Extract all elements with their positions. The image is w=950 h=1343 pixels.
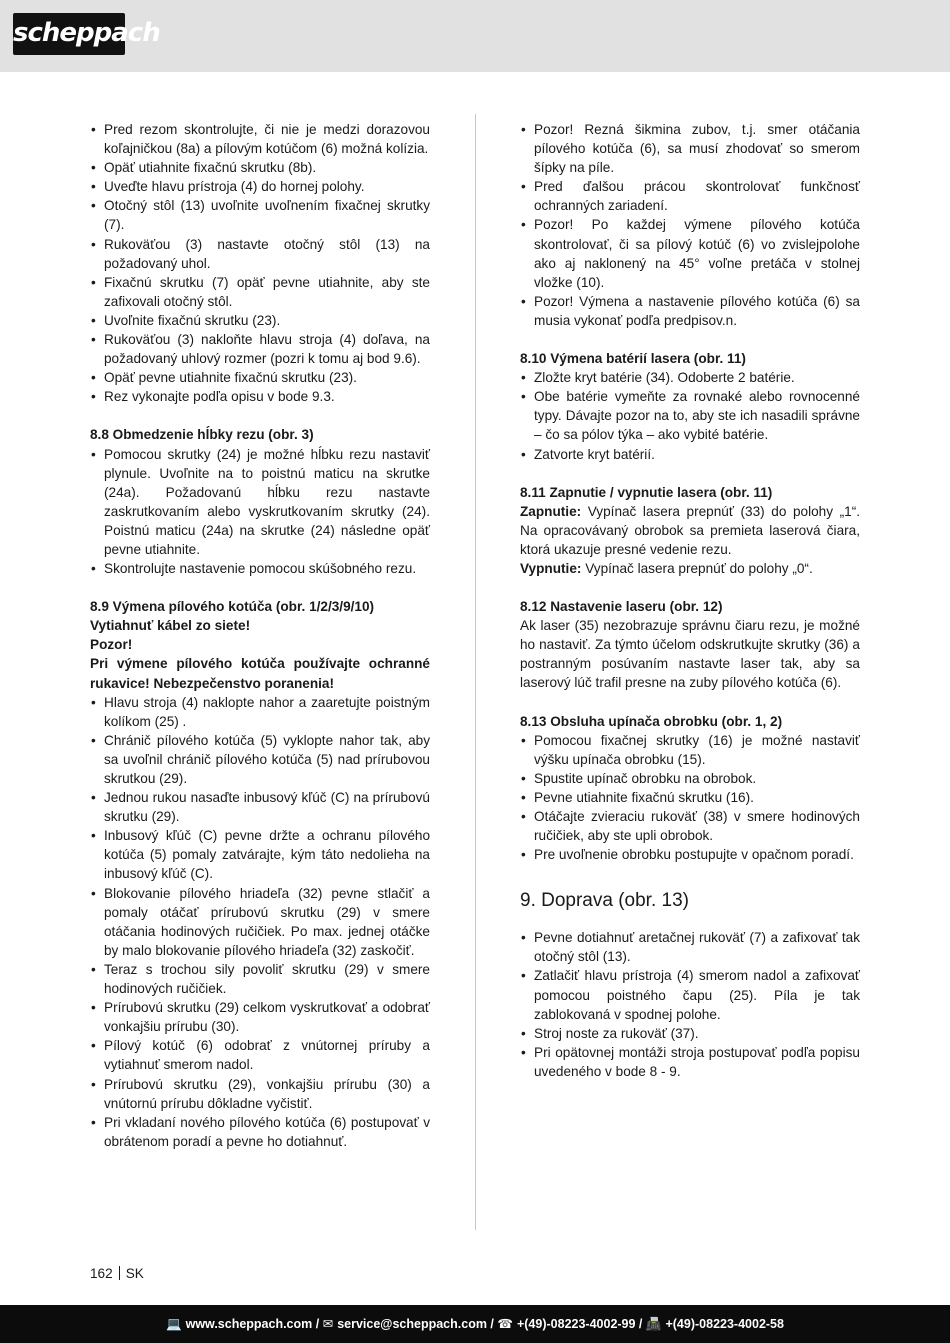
page-header bbox=[0, 0, 950, 72]
list-item: • Zatvorte kryt batérií. bbox=[520, 445, 860, 464]
list-item: • Pozor! Po každej výmene pílového kotúča skontrolovať, či sa pílový kotúč (6) vo zvislejpolohe ako aj naklonený na 45° voľne pretáča v stolnej vložke (10). bbox=[520, 215, 860, 291]
list-item: • Rez vykonajte podľa opisu v bode 9.3. bbox=[90, 387, 430, 406]
section-8-11 bbox=[520, 483, 860, 578]
list-item: • Rukoväťou (3) nakloňte hlavu stroja (4) doľava, na požadovaný uhlový rozmer (pozri k tomu aj bod 9.6). bbox=[90, 330, 430, 368]
list-item: • Pred rezom skontrolujte, či nie je medzi dorazovou koľajničkou (8a) a pílovým kotúčom (6) možná kolízia. bbox=[90, 120, 430, 158]
section-8-12-text: Ak laser (35) nezobrazuje správnu čiaru rezu, je možné ho nastaviť. Za týmto účelom odskrutkujte skrutky (36) a postranným posúvaním nastavte laser tak, aby sa laserový lúč trafil presne na zuby pílového kotúča (6). bbox=[520, 618, 860, 691]
list-item: • Zatlačiť hlavu prístroja (4) smerom nadol a zafixovať pomocou poistného čapu (25). Píla je tak zablokovaná v spodnej polohe. bbox=[520, 966, 860, 1023]
section-8-10 bbox=[520, 349, 860, 464]
list-item: • Inbusový kľúč (C) pevne držte a ochranu pílového kotúča (5) pomaly zatvárajte, kým táto nedolieha na inbusový kľúč (C). bbox=[90, 826, 430, 883]
list-item: • Blokovanie pílového hriadeľa (32) pevne stlačiť a pomaly otáčať prírubovú skrutku (29) v smere otáčania hodinových ručičiek. Po max. jednej otáčke by malo blokovanie pílového hriadeľa (32) zaskočiť. bbox=[90, 884, 430, 960]
computer-icon: 💻 bbox=[166, 1317, 182, 1331]
phone-icon: ☎ bbox=[497, 1317, 513, 1331]
list-item: • Pri opätovnej montáži stroja postupovať podľa popisu uvedeného v bode 8 - 9. bbox=[520, 1043, 860, 1081]
list-item: • Hlavu stroja (4) naklopte nahor a zaaretujte poistným kolíkom (25) . bbox=[90, 693, 430, 731]
list-item: • Opäť pevne utiahnite fixačnú skrutku (23). bbox=[90, 368, 430, 387]
section-8-9-list bbox=[90, 693, 430, 1151]
list-item: • Pomocou skrutky (24) je možné hĺbku rezu nastaviť plynule. Uvoľnite na to poistnú maticu na skrutke (24a). Požadovanú hĺbku rezu nastavte zaskrutkovaním alebo vyskrutkovaním skrutky (24). Poistnú maticu (24a) na skrutke (24) následne opäť pevne utiahnite. bbox=[90, 445, 430, 560]
section-heading: 8.8 Obmedzenie hĺbky rezu (obr. 3) bbox=[90, 427, 314, 443]
fax-icon: 📠 bbox=[645, 1317, 662, 1331]
list-item: • Uvoľnite fixačnú skrutku (23). bbox=[90, 311, 430, 330]
laser-on-text: Vypínač lasera prepnúť (33) do polohy „1“. Na opracovávaný obrobok sa premieta laserová čiara, ktorá ukazuje presné vedenie rezu. bbox=[520, 503, 860, 557]
list-item: • Pri vkladaní nového pílového kotúča (6) postupovať v obrátenom poradí a pevne ho dotiahnuť. bbox=[90, 1113, 430, 1151]
page-number-separator bbox=[119, 1266, 120, 1280]
list-item: • Teraz s trochou sily povoliť skrutku (29) v smere hodinových ručičiek. bbox=[90, 960, 430, 998]
section-9-list bbox=[520, 928, 860, 1081]
laser-on-paragraph bbox=[520, 502, 860, 559]
section-9 bbox=[520, 888, 860, 1081]
list-item: • Pozor! Rezná šikmina zubov, t.j. smer otáčania pílového kotúča (6), sa musí zhodovať so smerom šípky na píle. bbox=[520, 120, 860, 177]
list-item: • Prírubovú skrutku (29) celkom vyskrutkovať a odobrať vonkajšiu prírubu (30). bbox=[90, 998, 430, 1036]
footer-fax: +(49)-08223-4002-58 bbox=[665, 1317, 784, 1331]
list-item: • Rukoväťou (3) nastavte otočný stôl (13) na požadovaný uhol. bbox=[90, 235, 430, 273]
list-item: • Pomocou fixačnej skrutky (16) je možné nastaviť výšku upínača obrobku (15). bbox=[520, 731, 860, 769]
chapter-heading: 9. Doprava (obr. 13) bbox=[520, 890, 689, 912]
section-8-13-list bbox=[520, 731, 860, 865]
left-column bbox=[90, 120, 430, 1151]
intro-list-right bbox=[520, 120, 860, 330]
section-heading: 8.10 Výmena batérií lasera (obr. 11) bbox=[520, 351, 746, 367]
list-item: • Pevne dotiahnuť aretačnej rukoväť (7) a zafixovať tak otočný stôl (13). bbox=[520, 928, 860, 966]
list-item: • Skontrolujte nastavenie pomocou skúšobného rezu. bbox=[90, 559, 430, 578]
section-8-8-list bbox=[90, 445, 430, 579]
right-column bbox=[520, 120, 860, 1081]
section-heading: 8.11 Zapnutie / vypnutie lasera (obr. 11) bbox=[520, 484, 773, 500]
warning-unplug: Vytiahnuť kábel zo siete! bbox=[90, 618, 251, 634]
footer-email[interactable]: service@scheppach.com / bbox=[337, 1317, 494, 1331]
list-item: • Prírubovú skrutku (29), vonkajšiu prírubu (30) a vnútornú prírubu dôkladne vyčistiť. bbox=[90, 1075, 430, 1113]
section-heading: 8.12 Nastavenie laseru (obr. 12) bbox=[520, 599, 723, 615]
mail-icon: ✉ bbox=[322, 1317, 334, 1331]
list-item: • Pred ďalšou prácou skontrolovať funkčnosť ochranných zariadení. bbox=[520, 177, 860, 215]
list-item: • Spustite upínač obrobku na obrobok. bbox=[520, 769, 860, 788]
footer-website[interactable]: www.scheppach.com / bbox=[185, 1317, 320, 1331]
laser-off-label: Vypnutie: bbox=[520, 560, 582, 576]
column-divider bbox=[475, 114, 476, 1230]
page-number bbox=[90, 1266, 144, 1281]
list-item: • Opäť utiahnite fixačnú skrutku (8b). bbox=[90, 158, 430, 177]
page-language: SK bbox=[125, 1266, 144, 1281]
list-item: • Uveďte hlavu prístroja (4) do hornej polohy. bbox=[90, 177, 430, 196]
list-item: • Jednou rukou nasaďte inbusový kľúč (C) na prírubovú skrutku (29). bbox=[90, 788, 430, 826]
footer-phone: +(49)-08223-4002-99 / bbox=[516, 1317, 643, 1331]
laser-off-text: Vypínač lasera prepnúť do polohy „0“. bbox=[581, 560, 813, 576]
list-item: • Obe batérie vymeňte za rovnaké alebo rovnocenné typy. Dávajte pozor na to, aby ste ich nasadili správne – čo sa pólov týka – ako vybité batérie. bbox=[520, 387, 860, 444]
section-8-8 bbox=[90, 425, 430, 578]
warning-gloves: Pri výmene pílového kotúča používajte ochranné rukavice! Nebezpečenstvo poranenia! bbox=[90, 656, 430, 691]
intro-list-left bbox=[90, 120, 430, 406]
list-item: • Zložte kryt batérie (34). Odoberte 2 batérie. bbox=[520, 368, 860, 387]
list-item: • Pozor! Výmena a nastavenie pílového kotúča (6) sa musia vykonať podľa predpisov.n. bbox=[520, 292, 860, 330]
brand-logo: scheppach bbox=[13, 13, 125, 55]
laser-off-paragraph bbox=[520, 559, 860, 578]
list-item: • Fixačnú skrutku (7) opäť pevne utiahnite, aby ste zafixovali otočný stôl. bbox=[90, 273, 430, 311]
list-item: • Pevne utiahnite fixačnú skrutku (16). bbox=[520, 788, 860, 807]
section-heading: 8.13 Obsluha upínača obrobku (obr. 1, 2) bbox=[520, 713, 783, 729]
laser-on-label: Zapnutie: bbox=[520, 503, 582, 519]
section-8-10-list bbox=[520, 368, 860, 463]
list-item: • Otáčajte zvieraciu rukoväť (38) v smere hodinových ručičiek, aby ste upli obrobok. bbox=[520, 807, 860, 845]
list-item: • Otočný stôl (13) uvoľnite uvoľnením fixačnej skrutky (7). bbox=[90, 196, 430, 234]
list-item: • Pílový kotúč (6) odobrať z vnútornej príruby a vytiahnuť smerom nadol. bbox=[90, 1036, 430, 1074]
warning-attention: Pozor! bbox=[90, 637, 133, 653]
section-heading: 8.9 Výmena pílového kotúča (obr. 1/2/3/9/10) bbox=[90, 599, 375, 615]
section-8-9 bbox=[90, 597, 430, 1151]
page-footer bbox=[0, 1305, 950, 1343]
list-item: • Stroj noste za rukoväť (37). bbox=[520, 1024, 860, 1043]
section-8-13 bbox=[520, 712, 860, 865]
list-item: • Pre uvoľnenie obrobku postupujte v opačnom poradí. bbox=[520, 845, 860, 864]
list-item: • Chránič pílového kotúča (5) vyklopte nahor tak, aby sa uvoľnil chránič pílového kotúča (5) nad prírubovou skrutkou (29). bbox=[90, 731, 430, 788]
page-number-value: 162 bbox=[90, 1266, 113, 1281]
section-8-12 bbox=[520, 597, 860, 692]
